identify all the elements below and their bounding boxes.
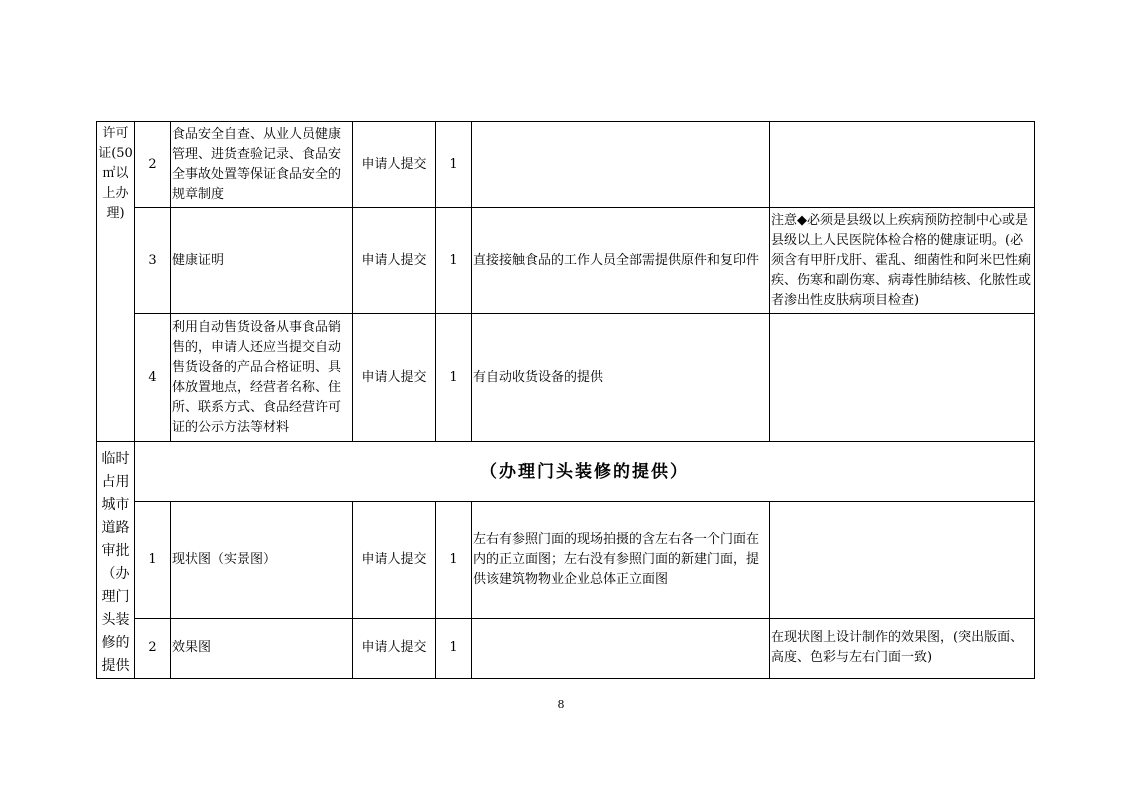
item-number: 2 xyxy=(135,122,171,208)
item-number: 3 xyxy=(135,208,171,314)
copies-cell: 1 xyxy=(436,122,472,208)
table-row xyxy=(97,314,1035,442)
remark-cell xyxy=(770,122,1035,208)
item-number: 4 xyxy=(135,314,171,442)
remark-cell: 注意◆必须是县级以上疾病预防控制中心或是县级以上人民医院体检合格的健康证明。(必须含有甲肝戊肝、霍乱、细菌性和阿米巴性痢疾、伤寒和副伤寒、病毒性肺结核、化脓性或者渗出性皮肤病项目检查) xyxy=(770,208,1035,314)
page-number: 8 xyxy=(557,698,565,711)
source-cell: 申请人提交 xyxy=(353,618,436,678)
requirement-cell xyxy=(472,618,770,678)
source-cell: 申请人提交 xyxy=(353,502,436,619)
material-name: 食品安全自查、从业人员健康管理、进货查验记录、食品安全事故处置等保证食品安全的规章制度 xyxy=(171,122,353,208)
table-row xyxy=(97,502,1035,619)
table-row xyxy=(97,618,1035,678)
table-row xyxy=(97,122,1035,208)
requirement-cell: 有自动收货设备的提供 xyxy=(472,314,770,442)
copies-cell: 1 xyxy=(436,618,472,678)
section-row xyxy=(97,442,1035,502)
remark-cell xyxy=(770,314,1035,442)
copies-cell: 1 xyxy=(436,502,472,619)
remark-cell xyxy=(770,502,1035,619)
copies-cell: 1 xyxy=(436,314,472,442)
requirement-cell: 左右有参照门面的现场拍摄的含左右各一个门面在内的正立面图；左右没有参照门面的新建门面，提供该建筑物物业企业总体正立面图 xyxy=(472,502,770,619)
category-cell: 临时占用城市道路审批（办理门头装修的提供 xyxy=(97,442,135,679)
source-cell: 申请人提交 xyxy=(353,208,436,314)
requirement-cell: 直接接触食品的工作人员全部需提供原件和复印件 xyxy=(472,208,770,314)
category-cell: 许可证(50㎡以上办理) xyxy=(97,122,135,442)
item-number: 2 xyxy=(135,618,171,678)
item-number: 1 xyxy=(135,502,171,619)
copies-cell: 1 xyxy=(436,208,472,314)
section-title: （办理门头装修的提供） xyxy=(135,442,1035,502)
remark-cell: 在现状图上设计制作的效果图，(突出版面、高度、色彩与左右门面一致) xyxy=(770,618,1035,678)
material-name: 利用自动售货设备从事食品销售的，申请人还应当提交自动售货设备的产品合格证明、具体放置地点，经营者名称、住所、联系方式、食品经营许可证的公示方法等材料 xyxy=(171,314,353,442)
material-name: 效果图 xyxy=(171,618,353,678)
source-cell: 申请人提交 xyxy=(353,122,436,208)
table-row xyxy=(97,208,1035,314)
material-name: 现状图（实景图） xyxy=(171,502,353,619)
materials-table xyxy=(96,121,1035,679)
requirement-cell xyxy=(472,122,770,208)
material-name: 健康证明 xyxy=(171,208,353,314)
source-cell: 申请人提交 xyxy=(353,314,436,442)
